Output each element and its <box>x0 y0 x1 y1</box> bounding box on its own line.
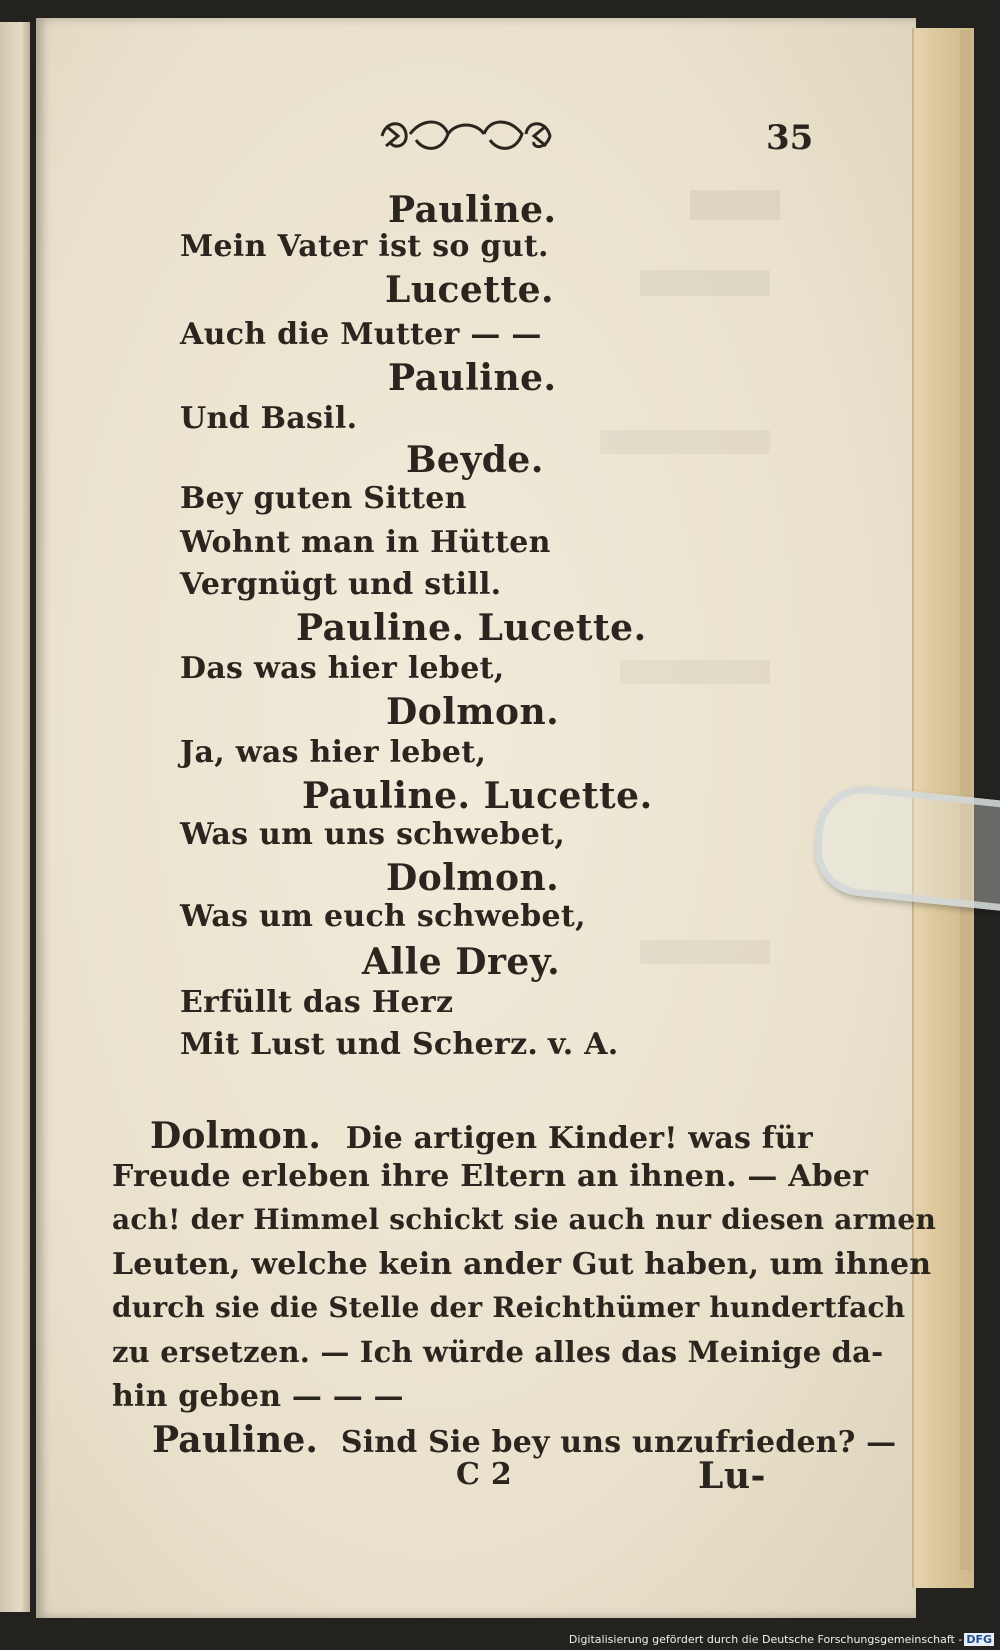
show-through-text <box>600 430 770 454</box>
show-through-text <box>640 270 770 296</box>
verse-line: Ja, was hier lebet, <box>180 735 487 770</box>
prose-line: zu ersetzen. — Ich würde alles das Meinige da- <box>112 1335 884 1369</box>
show-through-text <box>640 940 770 964</box>
speaker-heading: Dolmon. <box>386 691 560 733</box>
verse-line: Das was hier lebet, <box>180 651 505 686</box>
speaker-heading: Pauline. <box>388 189 557 231</box>
catchword: Lu- <box>698 1455 766 1497</box>
page-number: 35 <box>766 118 814 158</box>
prose-line <box>150 1115 813 1157</box>
prose-line <box>152 1419 897 1461</box>
da-capo-mark: v. A. <box>548 1027 619 1062</box>
speaker-heading: Pauline. <box>388 357 557 399</box>
verse-line: Wohnt man in Hütten <box>180 525 551 560</box>
prose-text: Sind Sie bey uns unzufrieden? — <box>340 1425 897 1460</box>
show-through-text <box>620 660 770 684</box>
verse-line: Erfüllt das Herz <box>180 985 454 1020</box>
digitization-footer <box>569 1633 994 1646</box>
speaker-heading: Lucette. <box>385 269 555 311</box>
verse-line: Was um euch schwebet, <box>180 899 586 934</box>
speaker-heading: Dolmon. <box>386 857 560 899</box>
speaker-heading: Pauline. Lucette. <box>296 607 647 649</box>
verse-line: Vergnügt und still. <box>180 567 502 602</box>
speaker-heading: Beyde. <box>406 439 544 481</box>
verse-line: Auch die Mutter — — <box>180 317 542 352</box>
verse-line: Mein Vater ist so gut. <box>180 229 549 264</box>
show-through-text <box>690 190 780 220</box>
prose-line: durch sie die Stelle der Reichthümer hundertfach <box>112 1291 906 1324</box>
prose-speaker: Pauline. <box>152 1419 319 1461</box>
prose-line: ach! der Himmel schickt sie auch nur diesen armen <box>112 1203 937 1236</box>
verse-line: Und Basil. <box>180 401 358 436</box>
prose-text: Die artigen Kinder! was für <box>345 1121 813 1156</box>
dfg-logo: DFG <box>966 1633 992 1646</box>
verse-line: Bey guten Sitten <box>180 481 467 516</box>
verse-line: Mit Lust und Scherz. <box>180 1027 539 1062</box>
speaker-heading: Alle Drey. <box>362 941 561 983</box>
signature-mark: C 2 <box>456 1457 513 1492</box>
left-page-edge <box>0 22 30 1612</box>
ornament-icon <box>376 112 556 160</box>
prose-line: Leuten, welche kein ander Gut haben, um ihnen <box>112 1247 932 1282</box>
footer-text: Digitalisierung gefördert durch die Deutsche Forschungsgemeinschaft - <box>568 1633 963 1646</box>
prose-speaker: Dolmon. <box>150 1115 322 1157</box>
speaker-heading: Pauline. Lucette. <box>302 775 653 817</box>
verse-line: Was um uns schwebet, <box>180 817 566 852</box>
prose-line: Freude erleben ihre Eltern an ihnen. — Aber <box>112 1159 869 1194</box>
prose-line: hin geben — — — <box>112 1379 404 1414</box>
